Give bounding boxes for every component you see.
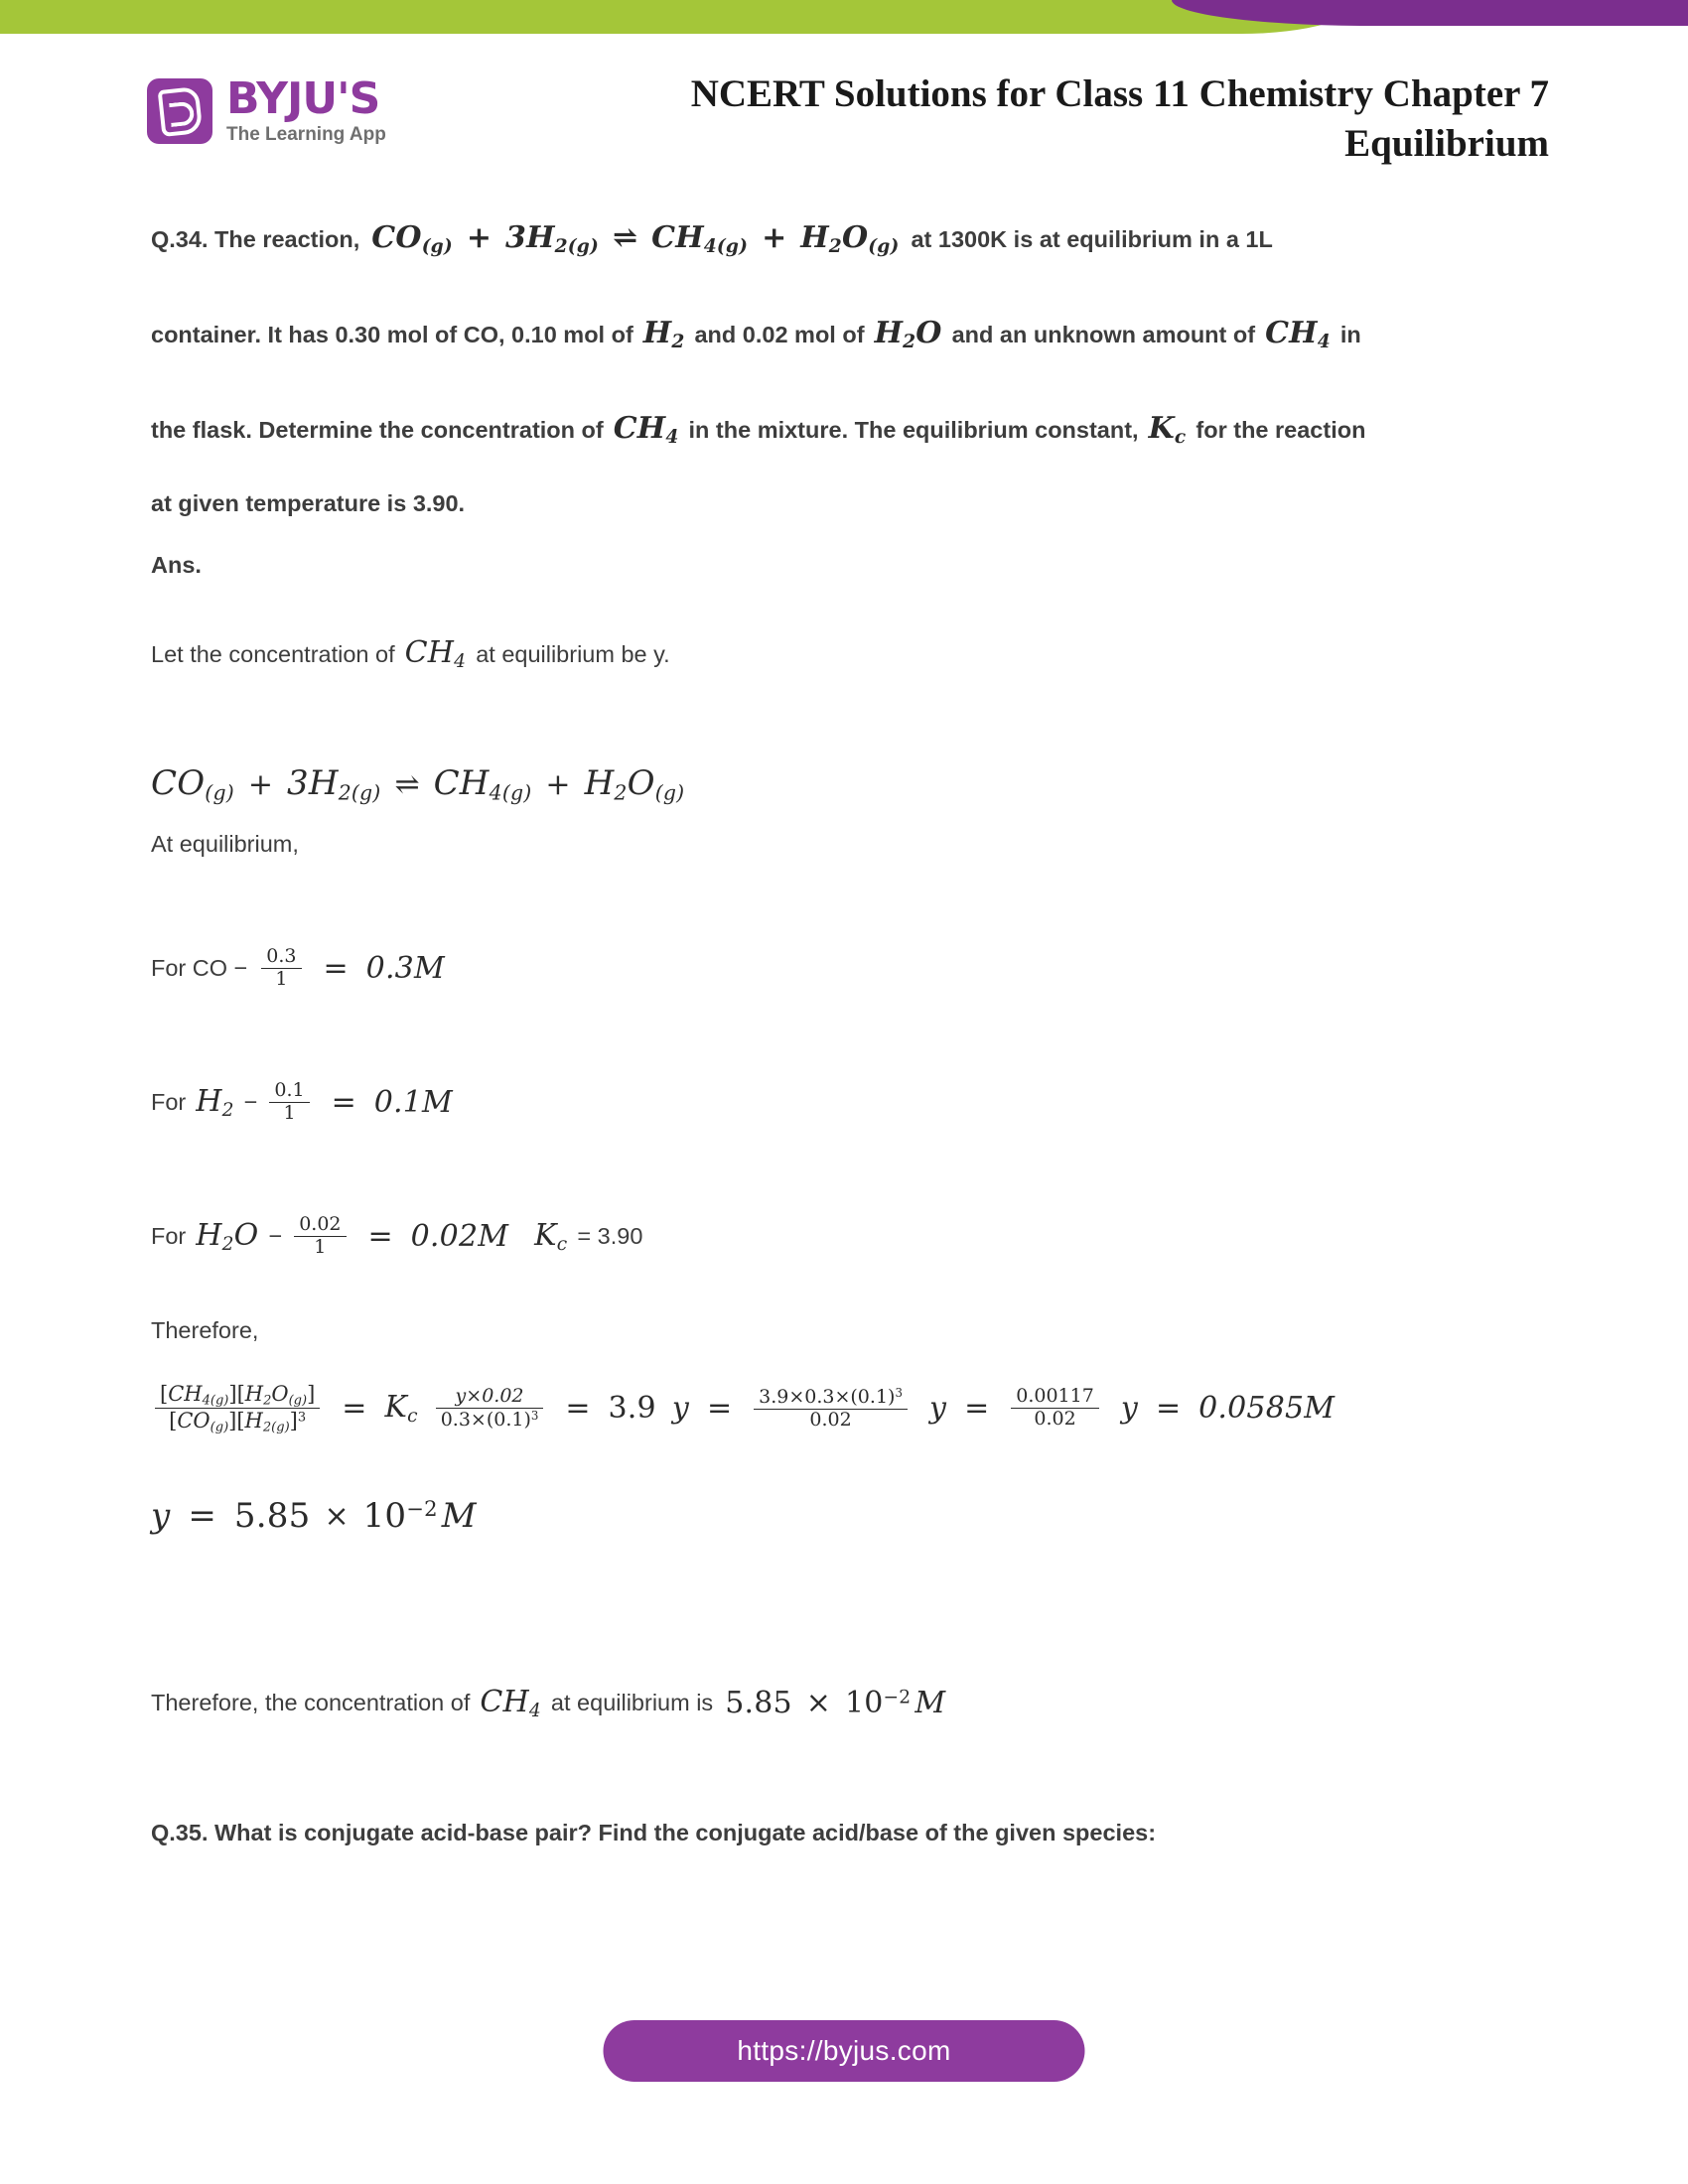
logo-text-block [226, 73, 386, 145]
question-34-line-3 [151, 410, 1541, 448]
soleq-plus-2: + [545, 766, 571, 802]
soleq-equilibrium-arrow-icon: ⇌ [394, 766, 420, 802]
soleq-3h2: $3H_{2(g)}$ [287, 763, 381, 805]
concentration-line-co [151, 947, 1541, 990]
question-34-line-1-tail: at 1300K is at equilibrium in a 1L [911, 226, 1273, 252]
soleq-plus-1: + [247, 766, 274, 802]
y-numeric-numerator: 0.00117 [1016, 1385, 1094, 1408]
q34-l3-kc: $K_c$ [1148, 410, 1187, 448]
logo-b-glyph [158, 85, 204, 136]
q34-l3-b: in the mixture. The equilibrium constant, [688, 416, 1139, 443]
logo-tagline: The Learning App [226, 124, 386, 145]
kc-equals-2: = [565, 1391, 591, 1427]
for-co-fraction [261, 947, 301, 990]
eq-plus-1: + [466, 220, 492, 255]
conclusion-line [151, 1685, 1541, 1721]
top-decorative-banner [0, 0, 1688, 44]
kc-equals-1: = [342, 1391, 367, 1427]
y-solution-numerator: $3.9\times 0.3\times(0.1)^3$ [759, 1385, 903, 1408]
concentration-line-h2o [151, 1215, 1541, 1258]
kc-symbol: $K_c$ [534, 1217, 568, 1256]
kc-calculation-line [151, 1383, 1541, 1435]
y-final-equals: = [188, 1496, 216, 1537]
eq-plus-2: + [762, 220, 787, 255]
page-title-line1: NCERT Solutions for Class 11 Chemistry Chapter 7 [690, 72, 1549, 115]
answer-label: Ans. [151, 551, 202, 578]
for-h2-result: 0.1M [373, 1085, 453, 1121]
for-h2-dash: − [243, 1088, 258, 1115]
soleq-ch4: $CH_{4(g)}$ [433, 763, 532, 805]
kc-equals-4: = [964, 1391, 990, 1427]
kc-equals-5: = [1155, 1391, 1182, 1427]
conclusion-text-a: Therefore, the concentration of [151, 1690, 471, 1716]
question-34-line-4: at given temperature is 3.90. [151, 490, 466, 517]
conclusion-ch4: $CH_4$ [480, 1685, 541, 1722]
question-34-line-2 [151, 315, 1541, 352]
q34-l3-a: the flask. Determine the concentration of [151, 416, 604, 443]
y-scientific-notation-line [151, 1496, 1541, 1536]
y-numeric-denominator: 0.02 [1011, 1408, 1099, 1430]
kc-expression-denominator: $[CO_{(g)}][H_{2(g)}]^3$ [155, 1408, 320, 1434]
kc-expression-numerator: $[CH_{4(g)}][H_2O_{(g)}]$ [160, 1381, 316, 1408]
conclusion-times: × [805, 1686, 831, 1721]
byjus-url-button[interactable] [604, 2020, 1085, 2082]
y-final-unit: M [441, 1496, 477, 1537]
for-h2o-denominator: 1 [294, 1236, 346, 1258]
y-symbol-2: y [928, 1391, 947, 1427]
y-symbol-3: y [1120, 1391, 1138, 1427]
kc-value-39: 3.9 [608, 1391, 656, 1427]
soleq-h2o: $H_2O_{(g)}$ [584, 763, 685, 805]
for-co-equals: = [323, 951, 349, 987]
for-h2o-dash: − [268, 1222, 283, 1249]
let-text-b: at equilibrium be y. [476, 641, 670, 668]
for-co-denominator: 1 [261, 968, 301, 990]
page-title-line2: Equilibrium [1344, 121, 1549, 165]
therefore-label: Therefore, [151, 1317, 259, 1344]
kc-label: $K_c$ [384, 1390, 418, 1428]
question-34-line-1 [151, 220, 1541, 258]
for-h2o-result: 0.02M [410, 1219, 509, 1255]
kc-expression-fraction [155, 1383, 320, 1435]
kc-value: = 3.90 [577, 1222, 643, 1249]
document-body [151, 220, 1541, 1845]
concentration-line-h2 [151, 1081, 1541, 1124]
q34-l2-d: in [1339, 321, 1361, 347]
soleq-co: $CO_{(g)}$ [151, 763, 234, 805]
for-h2o-numerator: 0.02 [299, 1213, 342, 1236]
for-h2o-fraction [294, 1215, 346, 1258]
for-co-label: For CO − [151, 955, 248, 982]
for-co-numerator: 0.3 [266, 945, 297, 968]
eq-h2o: $H_2O_{(g)}$ [800, 220, 900, 258]
page-header [0, 58, 1688, 177]
for-h2o-symbol: $H_2O$ [196, 1217, 259, 1256]
q34-l3-ch4: $CH_4$ [613, 410, 679, 448]
for-h2-fraction [269, 1081, 309, 1124]
solution-reaction-equation [151, 763, 1541, 805]
kc-substituted-fraction [436, 1387, 544, 1431]
y-final-power: $10^{-2}$ [362, 1496, 438, 1537]
byjus-logo [147, 73, 386, 145]
for-h2-equals: = [331, 1085, 356, 1121]
q34-l2-h2: $H_2$ [642, 315, 685, 352]
eq-3h2: $3H_{2(g)}$ [505, 220, 599, 258]
y-solution-fraction [754, 1387, 908, 1431]
y-symbol-final: y [151, 1496, 171, 1537]
for-h2o-equals: = [367, 1219, 393, 1255]
for-h2-numerator: 0.1 [274, 1079, 305, 1102]
byjus-url-label: https://byjus.com [737, 2035, 951, 2066]
for-co-result: 0.3M [365, 951, 445, 987]
for-h2-symbol: $H_2$ [196, 1084, 234, 1122]
y-final-mantissa: 5.85 [233, 1496, 311, 1537]
kc-equals-3: = [706, 1391, 733, 1427]
q34-l2-ch4: $CH_4$ [1265, 315, 1331, 352]
y-final-times: × [324, 1498, 350, 1534]
for-h2o-label: For [151, 1222, 187, 1249]
kc-substituted-denominator: $0.3\times(0.1)^3$ [436, 1408, 544, 1431]
conclusion-mantissa: 5.85 [725, 1686, 792, 1721]
eq-co: $CO_{(g)}$ [371, 220, 453, 258]
conclusion-power: $10^{-2}$ [844, 1686, 912, 1721]
let-text-a: Let the concentration of [151, 641, 395, 668]
conclusion-unit: M [914, 1686, 946, 1721]
question-35: Q.35. What is conjugate acid-base pair? Find the conjugate acid/base of the given species: [151, 1819, 1157, 1845]
byjus-logo-icon [147, 78, 212, 144]
for-h2-label: For [151, 1088, 187, 1115]
banner-green-shape [0, 0, 1360, 34]
y-final-molarity: 0.0585M [1198, 1391, 1336, 1427]
y-solution-denominator: 0.02 [754, 1409, 908, 1431]
q34-l2-c: and an unknown amount of [951, 321, 1256, 347]
page-title [691, 69, 1549, 169]
kc-substituted-numerator: y×0.02 [455, 1385, 524, 1408]
q34-l3-c: for the reaction [1196, 416, 1366, 443]
conclusion-text-b: at equilibrium is [550, 1690, 714, 1716]
at-equilibrium-label: At equilibrium, [151, 830, 299, 857]
let-ch4: $CH_4$ [404, 635, 467, 673]
eq-ch4: $CH_{4(g)}$ [651, 220, 749, 258]
y-symbol-1: y [671, 1391, 689, 1427]
q34-l2-b: and 0.02 mol of [694, 321, 865, 347]
question-34-label: Q.34. The reaction, [151, 226, 360, 252]
for-h2-denominator: 1 [269, 1102, 309, 1124]
q34-l2-a: container. It has 0.30 mol of CO, 0.10 mol of [151, 321, 633, 347]
y-numeric-fraction [1011, 1387, 1099, 1430]
q34-l2-h2o: $H_2O$ [874, 315, 942, 352]
solution-let-line [151, 635, 1541, 673]
logo-wordmark: BYJU'S [226, 73, 380, 124]
equilibrium-arrow-icon: ⇌ [613, 220, 638, 255]
